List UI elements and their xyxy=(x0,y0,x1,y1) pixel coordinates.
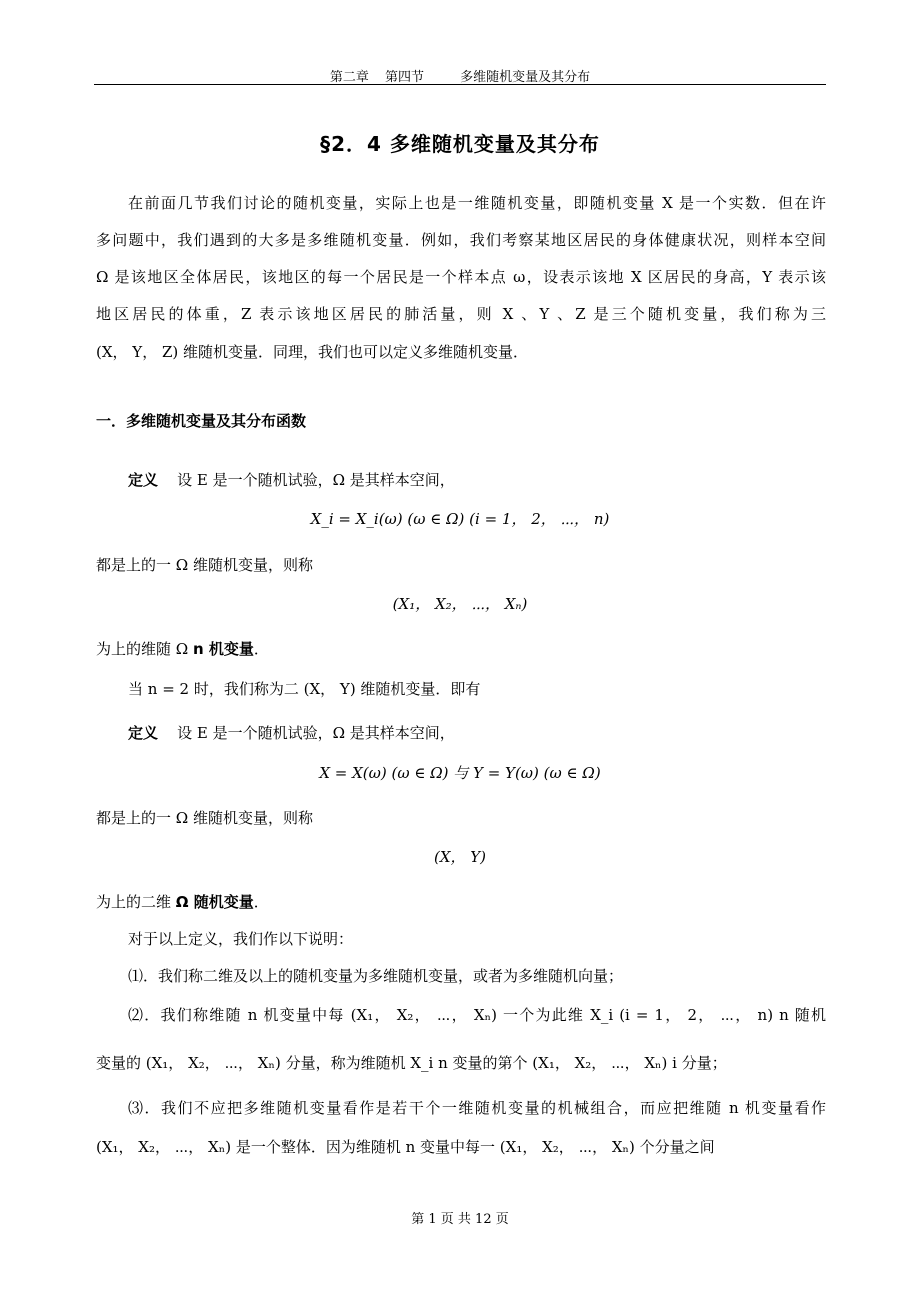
note-2-line-1: ⑵．我们称维随 n 机变量中每 (X₁， X₂， ⋯， Xₙ) 一个为此维 X_i (i = 1， 2， ⋯， n) n 随机 xyxy=(128,1006,826,1024)
notes-intro: 对于以上定义，我们作以下说明： xyxy=(128,930,354,948)
definition-1-text: 设 E 是一个随机试验，Ω 是其样本空间， xyxy=(177,471,455,489)
definition-1 xyxy=(128,469,455,490)
header-chapter: 第二章 xyxy=(329,70,369,85)
intro-line-4: 地区居民的体重，Z 表示该地区居民的肺活量，则 X 、Y 、Z 是三个随机变量，我们称为三 xyxy=(96,305,826,323)
definition-2-conclusion-term: Ω 随机变量 xyxy=(175,893,254,911)
intro-line-5: (X， Y， Z) 维随机变量．同理，我们也可以定义多维随机变量． xyxy=(96,343,529,361)
definition-1-conclusion-end: ． xyxy=(253,640,269,658)
definition-2-vector: (X， Y) xyxy=(433,848,487,866)
note-2-line-2: 变量的 (X₁， X₂， ⋯， Xₙ) 分量，称为维随机 X_i n 变量的第个 (X₁， X₂， ⋯， Xₙ) i 分量； xyxy=(96,1054,727,1072)
definition-1-vector: (X₁， X₂， ⋯， Xₙ) xyxy=(392,595,528,613)
definition-2-formula: X = X(ω) (ω ∈ Ω) 与 Y = Y(ω) (ω ∈ Ω) xyxy=(319,764,601,782)
note-3-line-1: ⑶．我们不应把多维随机变量看作是若干个一维随机变量的机械组合，而应把维随 n 机变量看作 xyxy=(128,1099,826,1117)
definition-1-conclusion-term: n 机变量 xyxy=(192,640,254,658)
intro-line-3: Ω 是该地区全体居民，该地区的每一个居民是一个样本点 ω，设表示该地 X 区居民的身高，Y 表示该 xyxy=(96,268,826,286)
section-title: §2．4 多维随机变量及其分布 xyxy=(320,132,600,156)
definition-1-conclusion xyxy=(96,638,269,659)
definition-2 xyxy=(128,722,455,743)
note-1: ⑴．我们称二维及以上的随机变量为多维随机变量，或者为多维随机向量； xyxy=(128,967,624,985)
running-header xyxy=(0,66,920,85)
section1-heading: 一．多维随机变量及其分布函数 xyxy=(96,412,307,430)
header-topic: 多维随机变量及其分布 xyxy=(460,70,591,85)
case-n2: 当 n = 2 时，我们称为二 (X， Y) 维随机变量．即有 xyxy=(128,680,481,698)
definition-2-conclusion-end: ． xyxy=(253,893,269,911)
definition-1-label: 定义 xyxy=(128,471,159,489)
page-footer: 第 1 页 共 12 页 xyxy=(411,1212,509,1227)
definition-1-after: 都是上的一 Ω 维随机变量，则称 xyxy=(96,556,313,574)
definition-2-conclusion xyxy=(96,891,269,912)
definition-2-after: 都是上的一 Ω 维随机变量，则称 xyxy=(96,809,313,827)
definition-1-conclusion-prefix: 为上的维随 Ω xyxy=(96,640,193,658)
header-section: 第四节 xyxy=(384,70,424,85)
intro-line-2: 多问题中，我们遇到的大多是多维随机变量．例如，我们考察某地区居民的身体健康状况，则样本空间 xyxy=(96,231,826,249)
intro-line-1: 在前面几节我们讨论的随机变量，实际上也是一维随机变量，即随机变量 X 是一个实数．但在许 xyxy=(128,194,826,212)
note-3-line-2: (X₁， X₂， ⋯， Xₙ) 是一个整体．因为维随机 n 变量中每一 (X₁， X₂， ⋯， Xₙ) 个分量之间 xyxy=(96,1138,715,1156)
definition-2-label: 定义 xyxy=(128,724,159,742)
definition-2-conclusion-prefix: 为上的二维 xyxy=(96,893,176,911)
definition-2-text: 设 E 是一个随机试验，Ω 是其样本空间， xyxy=(177,724,455,742)
definition-1-formula: X_i = X_i(ω) (ω ∈ Ω) (i = 1， 2， ⋯， n) xyxy=(310,510,610,528)
header-rule xyxy=(94,84,826,85)
